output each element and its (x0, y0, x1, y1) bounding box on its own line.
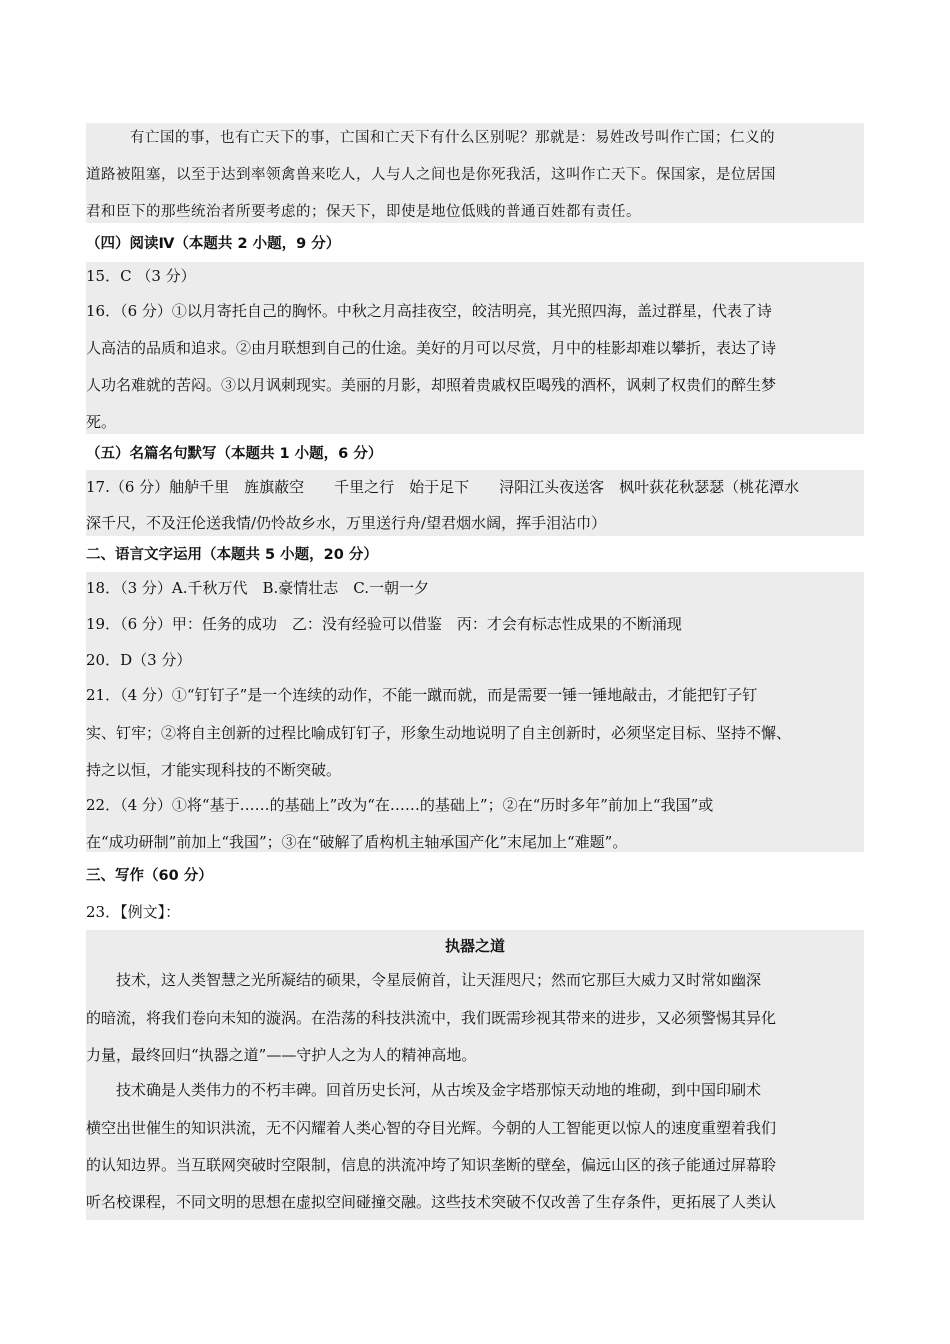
quote-line-3: 君和臣下的那些统治者所要考虑的；保天下，即使是地位低贱的普通百姓都有责任。 (86, 204, 641, 220)
q16-line-2: 人高洁的品质和追求。②由月联想到自己的仕途。美好的月可以尽赏，月中的桂影却难以攀折，表达了诗 (86, 339, 777, 357)
q17-line-1: 17.（6 分）舳舻千里 旌旗蔽空 千里之行 始于足下 浔阳江头夜送客 枫叶荻花秋瑟瑟（桃花潭水 (86, 478, 800, 496)
part-2-heading: 二、语言文字运用（本题共 5 小题，20 分） (86, 547, 378, 563)
essay-line-7: 听名校课程，不同文明的思想在虚拟空间碰撞交融。这些技术突破不仅改善了生存条件，更拓展了人类认 (86, 1193, 777, 1211)
q21-line-1: 21．（4 分）①“钉钉子”是一个连续的动作，不能一蹴而就，而是需要一锤一锤地敲击，才能把钉子钉 (86, 686, 758, 704)
q20-answer: 20．D（3 分） (86, 651, 192, 669)
section-4-heading: （四）阅读Ⅳ（本题共 2 小题，9 分） (86, 236, 341, 252)
q22-line-1: 22．（4 分）①将“基于……的基础上”改为“在……的基础上”；②在“历时多年”前加上“我国”或 (86, 796, 714, 814)
q16-line-4: 死。 (86, 413, 117, 431)
essay-line-5: 横空出世催生的知识洪流，无不闪耀着人类心智的夺目光辉。今朝的人工智能更以惊人的速度重塑着我们 (86, 1119, 777, 1137)
q17-line-2: 深千尺，不及汪伦送我情/仍怜故乡水，万里送行舟/望君烟水阔，挥手泪沾巾） (86, 514, 607, 532)
q16-line-3: 人功名难就的苦闷。③以月讽刺现实。美丽的月影，却照着贵戚权臣喝残的酒杯，讽刺了权贵们的醉生梦 (86, 376, 777, 394)
quote-line-1: 有亡国的事，也有亡天下的事，亡国和亡天下有什么区别呢？那就是：易姓改号叫作亡国；仁义的 (130, 130, 775, 146)
essay-title: 执器之道 (444, 937, 505, 955)
q23-label: 23．【例文】： (86, 903, 181, 921)
section-5-heading: （五）名篇名句默写（本题共 1 小题，6 分） (86, 446, 383, 462)
essay-line-2: 的暗流，将我们卷向未知的漩涡。在浩荡的科技洪流中，我们既需珍视其带来的进步，又必须警惕其异化 (86, 1009, 777, 1027)
q21-line-2: 实、钉牢；②将自主创新的过程比喻成钉钉子，形象生动地说明了自主创新时，必须坚定目标、坚持不懈、 (86, 724, 792, 742)
q22-line-2: 在“成功研制”前加上“我国”；③在“破解了盾构机主轴承国产化”末尾加上“难题”。 (86, 833, 628, 851)
q21-line-3: 持之以恒，才能实现科技的不断突破。 (86, 761, 342, 779)
q16-line-1: 16．（6 分）①以月寄托自己的胸怀。中秋之月高挂夜空，皎洁明亮，其光照四海，盖过群星，代表了诗 (86, 302, 772, 320)
essay-line-3: 力量，最终回归“执器之道”——守护人之为人的精神高地。 (86, 1046, 477, 1064)
essay-line-4: 技术确是人类伟力的不朽丰碑。回首历史长河，从古埃及金字塔那惊天动地的堆砌，到中国印刷术 (86, 1081, 762, 1099)
quote-line-2: 道路被阻塞，以至于达到率领禽兽来吃人，人与人之间也是你死我活，这叫作亡天下。保国家，是位居国 (86, 167, 776, 183)
q15-answer: 15．C （3 分） (86, 267, 196, 285)
q19-answer: 19．（6 分）甲：任务的成功 乙：没有经验可以借鉴 丙：才会有标志性成果的不断涌现 (86, 615, 682, 633)
essay-line-6: 的认知边界。当互联网突破时空限制，信息的洪流冲垮了知识垄断的壁垒，偏远山区的孩子能通过屏幕聆 (86, 1156, 777, 1174)
part-3-heading: 三、写作（60 分） (86, 868, 213, 884)
q18-answer: 18．（3 分）A.千秋万代 B.豪情壮志 C.一朝一夕 (86, 579, 430, 597)
essay-line-1: 技术，这人类智慧之光所凝结的硕果，令星辰俯首，让天涯咫尺；然而它那巨大威力又时常如幽深 (86, 971, 762, 989)
